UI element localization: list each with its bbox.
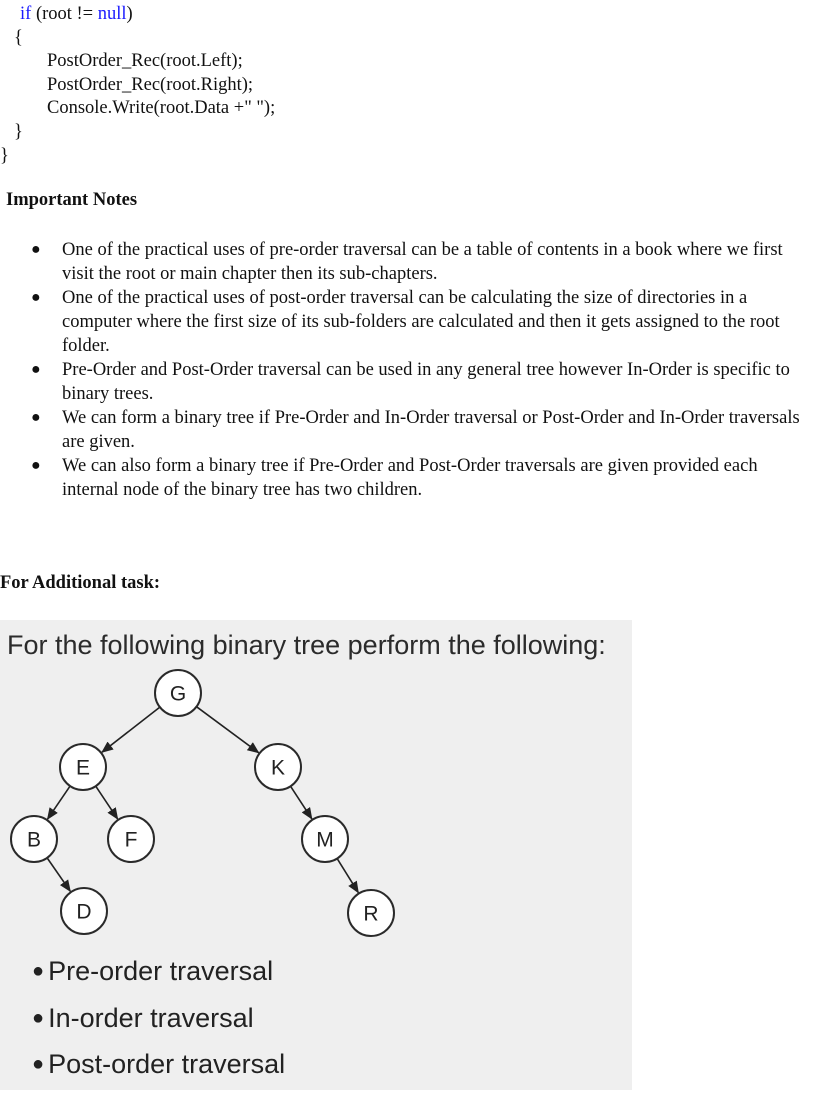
bullet-icon: ● xyxy=(31,241,41,258)
node-label: F xyxy=(124,828,138,852)
bullet-icon: ● xyxy=(31,361,41,378)
code-if-keyword: if xyxy=(20,4,32,24)
code-line-console-write: Console.Write(root.Data +" "); xyxy=(47,98,276,118)
binary-tree-panel xyxy=(0,620,632,1090)
code-line-close-brace-outer: } xyxy=(0,146,9,166)
tree-node-G xyxy=(155,670,201,716)
task-list xyxy=(32,956,285,1096)
list-item xyxy=(31,454,814,502)
task-text: In-order traversal xyxy=(48,1002,254,1033)
tree-edges xyxy=(47,707,358,893)
bullet-icon: ● xyxy=(31,457,41,474)
bullet-icon: ● xyxy=(31,409,41,426)
tree-node-F xyxy=(108,816,154,862)
note-text: We can also form a binary tree if Pre-Order and Post-Order traversals are given provided each internal node of the binary tree has two children. xyxy=(62,456,758,500)
note-text: One of the practical uses of post-order traversal can be calculating the size of directories in a computer where the first size of its sub-folders are calculated and then it gets assigned to the root folder. xyxy=(62,288,780,356)
tree-node-M xyxy=(302,816,348,862)
edge-G-K xyxy=(196,707,258,753)
node-label: R xyxy=(363,902,379,926)
list-item xyxy=(31,406,814,454)
list-item xyxy=(31,358,814,406)
edge-M-R xyxy=(337,859,358,893)
note-text: One of the practical uses of pre-order traversal can be a table of contents in a book where we first visit the root or main chapter then its sub-chapters. xyxy=(62,240,783,284)
edge-E-F xyxy=(96,786,118,819)
list-item xyxy=(32,1003,285,1050)
tree-node-D xyxy=(61,888,107,934)
code-if-close: ) xyxy=(126,4,133,24)
binary-tree-diagram xyxy=(0,620,632,950)
edge-E-B xyxy=(48,786,71,819)
list-item xyxy=(31,238,814,286)
node-label: M xyxy=(316,828,334,852)
code-line-if xyxy=(20,3,133,27)
edge-K-M xyxy=(291,786,312,819)
node-label: B xyxy=(26,828,42,852)
node-label: E xyxy=(75,756,91,780)
bullet-icon: ● xyxy=(32,1053,45,1075)
code-null-keyword: null xyxy=(97,4,127,24)
edge-G-E xyxy=(102,707,160,752)
note-text: Pre-Order and Post-Order traversal can be used in any general tree however In-Order is specific to binary trees. xyxy=(62,360,790,404)
tree-nodes xyxy=(11,670,394,936)
task-text: Pre-order traversal xyxy=(48,956,274,986)
node-label: K xyxy=(270,756,286,780)
node-label: G xyxy=(169,682,187,706)
note-text: We can form a binary tree if Pre-Order and In-Order traversal or Post-Order and In-Order traversals are given. xyxy=(62,408,800,452)
edge-B-D xyxy=(47,858,70,891)
notes-heading: Important Notes xyxy=(6,190,138,210)
task-text: Post-order traversal xyxy=(48,1049,286,1079)
code-line-postorder-left: PostOrder_Rec(root.Left); xyxy=(47,51,243,71)
list-item xyxy=(32,1049,285,1096)
tree-node-K xyxy=(255,744,301,790)
list-item xyxy=(31,286,814,358)
tree-node-R xyxy=(348,890,394,936)
code-line-postorder-right: PostOrder_Rec(root.Right); xyxy=(47,75,254,95)
additional-task-heading: For Additional task: xyxy=(0,573,161,593)
code-if-condition: (root != xyxy=(31,4,98,24)
tree-node-E xyxy=(60,744,106,790)
list-item xyxy=(32,956,285,1003)
panel-title: For the following binary tree perform the following: xyxy=(7,630,606,660)
node-label: D xyxy=(76,900,92,924)
code-line-open-brace: { xyxy=(14,28,23,48)
bullet-icon: ● xyxy=(32,960,45,982)
bullet-icon: ● xyxy=(31,289,41,306)
tree-node-B xyxy=(11,816,57,862)
bullet-icon: ● xyxy=(32,1006,45,1029)
code-line-close-brace-inner: } xyxy=(14,122,23,142)
notes-list xyxy=(31,238,814,502)
